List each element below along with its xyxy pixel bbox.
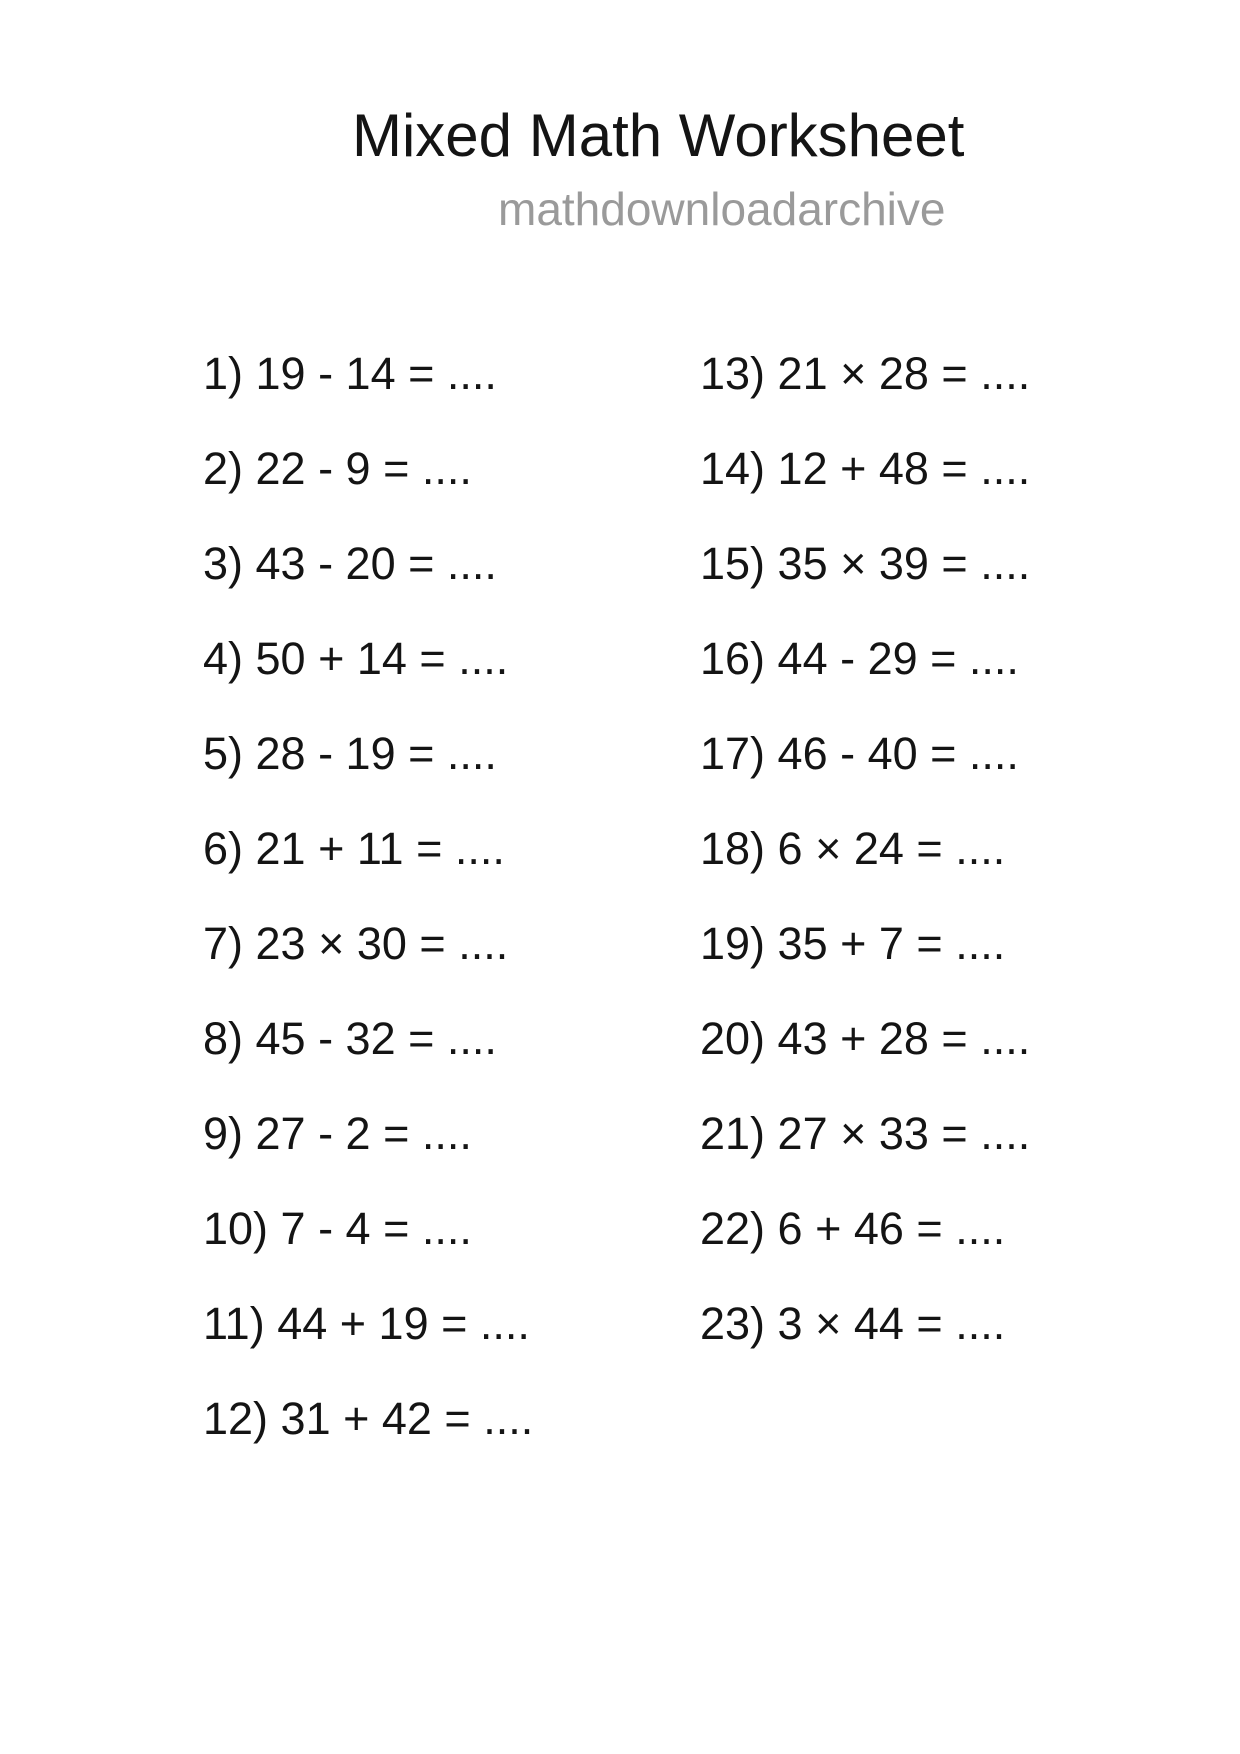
problem-row: 5) 28 - 19 = .... <box>203 728 497 779</box>
problem-row: 19) 35 + 7 = .... <box>700 918 1006 969</box>
problem-row: 17) 46 - 40 = .... <box>700 728 1019 779</box>
problem-row: 20) 43 + 28 = .... <box>700 1013 1031 1064</box>
problem-row: 9) 27 - 2 = .... <box>203 1108 472 1159</box>
problem-row: 16) 44 - 29 = .... <box>700 633 1019 684</box>
problem-row: 22) 6 + 46 = .... <box>700 1203 1006 1254</box>
problem-row: 21) 27 × 33 = .... <box>700 1108 1031 1159</box>
problem-row: 23) 3 × 44 = .... <box>700 1298 1006 1349</box>
problem-row: 2) 22 - 9 = .... <box>203 443 472 494</box>
problem-row: 4) 50 + 14 = .... <box>203 633 509 684</box>
problem-row: 15) 35 × 39 = .... <box>700 538 1031 589</box>
problem-row: 13) 21 × 28 = .... <box>700 348 1031 399</box>
problem-row: 6) 21 + 11 = .... <box>203 823 505 874</box>
problems-column-left <box>203 348 534 1491</box>
problem-row: 12) 31 + 42 = .... <box>203 1393 534 1444</box>
problem-row: 14) 12 + 48 = .... <box>700 443 1031 494</box>
problem-row: 1) 19 - 14 = .... <box>203 348 497 399</box>
problem-row: 8) 45 - 32 = .... <box>203 1013 497 1064</box>
problem-row: 7) 23 × 30 = .... <box>203 918 509 969</box>
problem-row: 3) 43 - 20 = .... <box>203 538 497 589</box>
page-title: Mixed Math Worksheet <box>352 102 965 169</box>
page-subtitle: mathdownloadarchive <box>498 183 946 235</box>
problem-row: 10) 7 - 4 = .... <box>203 1203 472 1254</box>
problem-row: 11) 44 + 19 = .... <box>203 1298 530 1349</box>
problems-column-right <box>700 348 1031 1396</box>
problem-row: 18) 6 × 24 = .... <box>700 823 1006 874</box>
